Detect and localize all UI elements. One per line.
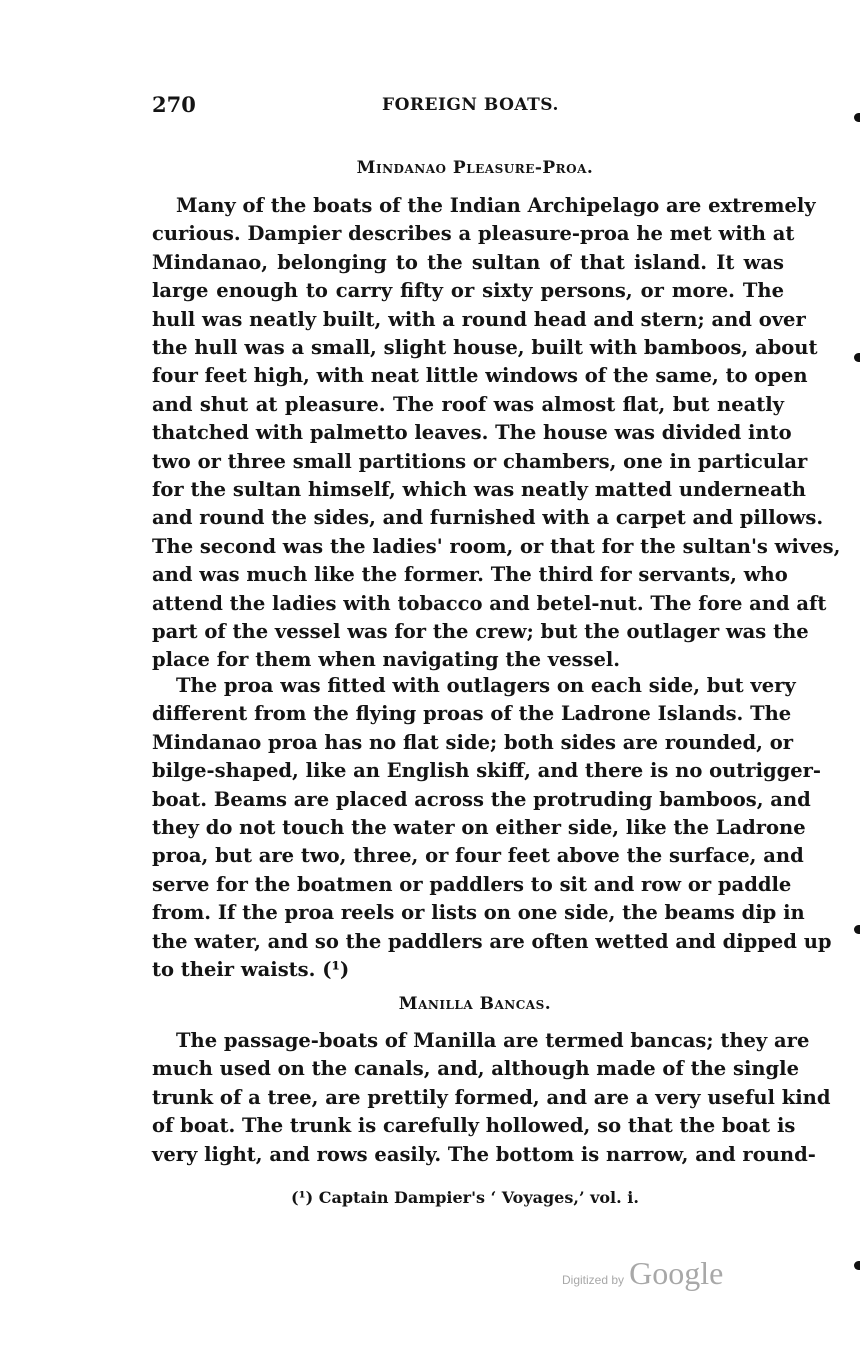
text-line: to their waists. (¹) [152,958,350,981]
text-line: The second was the ladies' room, or that for the sultan's wives, [152,534,841,558]
text-line: attend the ladies with tobacco and betel-nut. The fore and aft [152,591,827,615]
text-line: they do not touch the water on either side, like the Ladrone [152,816,806,839]
text-line: curious. Dampier describes a pleasure-proa he met with at [152,222,795,246]
page-edge-mark [854,353,860,362]
text-line: Mindanao proa has no flat side; both sides are rounded, or [152,730,794,754]
text-line: from. If the proa reels or lists on one side, the beams dip in [152,901,805,925]
section-heading-manilla: Manilla Bancas. [398,994,552,1014]
section-heading-mindanao: Mindanao Pleasure-Proa. [356,158,594,178]
google-logo: Google [629,1255,724,1291]
text-line: very light, and rows easily. The bottom is narrow, and round- [152,1142,816,1166]
text-line: bilge-shaped, like an English skiff, and there is no outrigger- [152,759,822,783]
text-line: different from the flying proas of the Ladrone Islands. The [152,702,792,726]
page-edge-mark [854,925,860,934]
text-line: four feet high, with neat little windows of the same, to open [152,364,808,388]
page-edge-mark [854,113,860,122]
text-line: and round the sides, and furnished with a carpet and pillows. [152,506,824,530]
page-number: 270 [152,92,196,117]
text-line: boat. Beams are placed across the protruding bamboos, and [152,787,811,811]
text-line: and shut at pleasure. The roof was almost flat, but neatly [152,392,784,416]
text-line: Mindanao, belonging to the sultan of that island. It was [152,250,784,274]
text-line: part of the vessel was for the crew; but the outlager was the [152,620,809,643]
page-edge-mark [854,1261,860,1270]
text-line: for the sultan himself, which was neatly matted underneath [152,478,806,501]
text-line: place for them when navigating the vessel. [152,648,621,672]
text-line: the water, and so the paddlers are often wetted and dipped up [152,929,832,953]
watermark-prefix: Digitized by [562,1273,625,1287]
running-header [152,92,792,122]
text-line: two or three small partitions or chambers, one in particular [152,449,808,473]
text-line: and was much like the former. The third for servants, who [152,563,788,587]
text-line: hull was neatly built, with a round head and stern; and over [152,307,806,331]
running-title: FOREIGN BOATS. [382,95,559,115]
text-line: the hull was a small, slight house, built with bamboos, about [152,336,818,359]
footnote: (¹) Captain Dampier's ‘ Voyages,’ vol. i. [291,1188,639,1207]
text-line: proa, but are two, three, or four feet above the surface, and [152,844,804,868]
digitized-watermark [562,1255,723,1292]
text-line: trunk of a tree, are prettily formed, and are a very useful kind [152,1085,831,1109]
text-line: thatched with palmetto leaves. The house was divided into [152,421,792,445]
text-line: The proa was fitted with outlagers on each side, but very [176,674,796,697]
text-line: much used on the canals, and, although made of the single [152,1057,799,1081]
text-line: large enough to carry fifty or sixty persons, or more. The [152,279,784,303]
text-line: serve for the boatmen or paddlers to sit and row or paddle [152,872,792,896]
text-line: The passage-boats of Manilla are termed bancas; they are [176,1029,810,1052]
text-line: Many of the boats of the Indian Archipelago are extremely [176,194,816,217]
text-line: of boat. The trunk is carefully hollowed, so that the boat is [152,1114,796,1138]
